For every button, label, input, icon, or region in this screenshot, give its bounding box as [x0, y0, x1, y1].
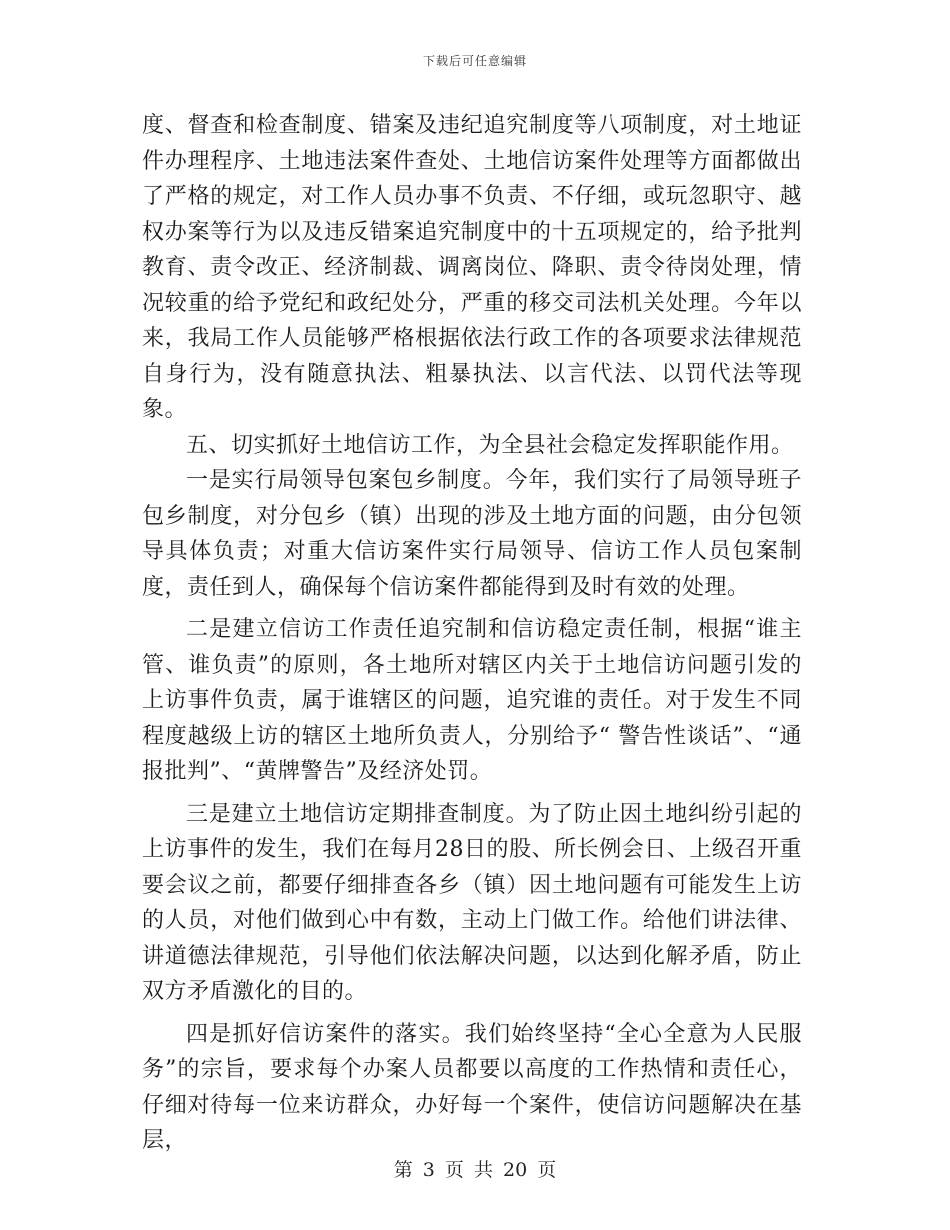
document-body — [142, 108, 802, 1159]
paragraph-continued: 度、督查和检查制度、错案及违纪追究制度等八项制度，对土地证件办理程序、土地违法案件查处、土地信访案件处理等方面都做出了严格的规定，对工作人员办事不负责、不仔细，或玩忽职守、越权办案等行为以及违反错案追究制度中的十五项规定的，给予批判教育、责令改正、经济制裁、调离岗位、降职、责令待岗处理，情况较重的给予党纪和政纪处分，严重的移交司法机关处理。今年以来，我局工作人员能够严格根据依法行政工作的各项要求法律规范自身行为，没有随意执法、粗暴执法、以言代法、以罚代法等现象。 — [142, 113, 802, 422]
section-heading: 五、切实抓好土地信访工作，为全县社会稳定发挥职能作用。 — [186, 432, 794, 458]
paragraph: 三是建立土地信访定期排查制度。为了防止因土地纠纷引起的上访事件的发生，我们在每月28日的股、所长例会日、上级召开重要会议之前，都要仔细排查各乡（镇）因土地问题有可能发生上访的人员，对他们做到心中有数，主动上门做工作。给他们讲法律、讲道德法律规范，引导他们依法解决问题，以达到化解矛盾，防止双方矛盾激化的目的。 — [142, 801, 802, 1004]
paragraph: 四是抓好信访案件的落实。我们始终坚持“全心全意为人民服务”的宗旨，要求每个办案人员都要以高度的工作热情和责任心，仔细对待每一位来访群众，办好每一个案件，使信访问题解决在基层， — [142, 1021, 802, 1153]
page-header: 下载后可任意编辑 — [422, 54, 527, 68]
page-number-footer: 第 3 页 共 20 页 — [393, 1159, 557, 1181]
paragraph: 二是建立信访工作责任追究制和信访稳定责任制，根据“谁主管、谁负责”的原则，各土地所对辖区内关于土地信访问题引发的上访事件负责，属于谁辖区的问题，追究谁的责任。对于发生不同程度越级上访的辖区土地所负责人，分别给予“ 警告性谈话”、“通报批判”、“黄牌警告”及经济处罚。 — [142, 617, 802, 784]
paragraph: 一是实行局领导包案包乡制度。今年，我们实行了局领导班子包乡制度，对分包乡（镇）出现的涉及土地方面的问题，由分包领导具体负责；对重大信访案件实行局领导、信访工作人员包案制度，责任到人，确保每个信访案件都能得到及时有效的处理。 — [142, 468, 802, 600]
